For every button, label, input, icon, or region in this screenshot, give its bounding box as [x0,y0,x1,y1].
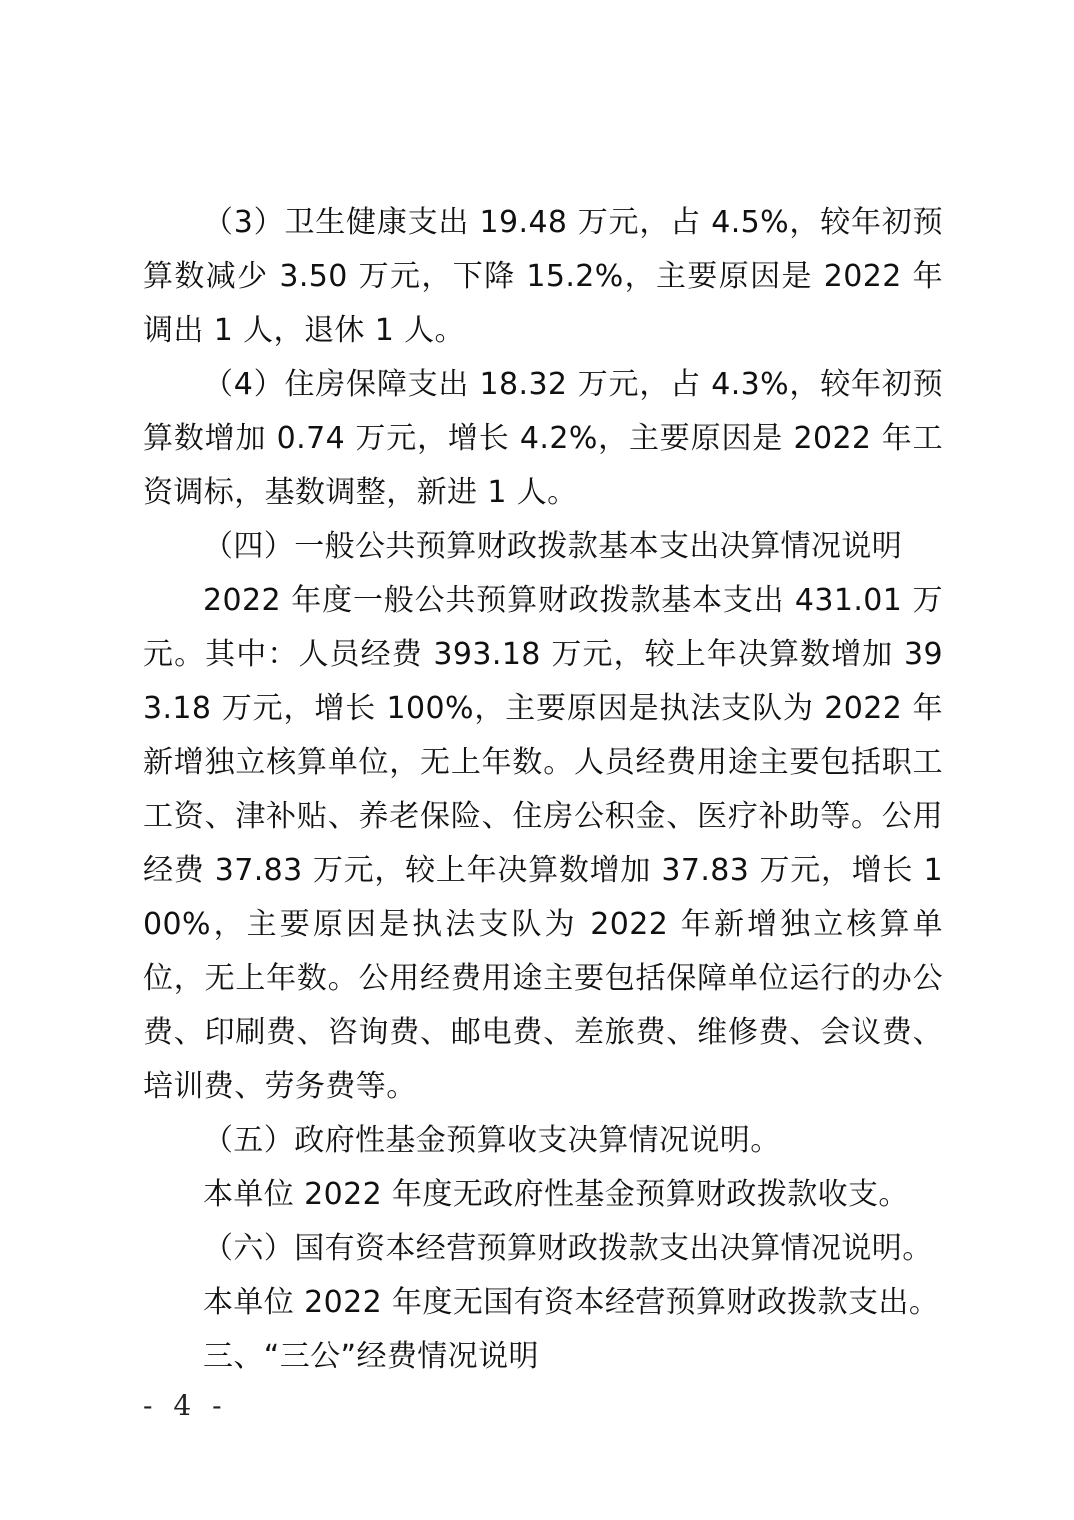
paragraph-housing-expense: （4）住房保障支出 18.32 万元，占 4.3%，较年初预算数增加 0.74 万元，增长 4.2%，主要原因是 2022 年工资调标，基数调整，新进 1 人。 [143,367,943,510]
paragraph-state-capital: 本单位 2022 年度无国有资本经营预算财政拨款支出。 [203,1285,940,1320]
section-heading-three-public: 三、“三公”经费情况说明 [203,1339,539,1374]
section-heading-gov-fund: （五）政府性基金预算收支决算情况说明。 [203,1123,781,1158]
page-number: - 4 - [143,1389,228,1422]
paragraph-basic-expense-detail: 2022 年度一般公共预算财政拨款基本支出 431.01 万元。其中：人员经费 393.18 万元，较上年决算数增加 393.18 万元，增长 100%，主要原因是执法支队为 2022 年新增独立核算单位，无上年数。人员经费用途主要包括职工工资、津补贴、养老保险、住房公积金、医疗补助等。公用经费 37.83 万元，较上年决算数增加 37.83 万元，增长 100%，主要原因是执法支队为 2022 年新增独立核算单位，无上年数。公用经费用途主要包括保障单位运行的办公费、印刷费、咨询费、邮电费、差旅费、维修费、会议费、培训费、劳务费等。 [143,583,943,1104]
section-heading-basic-expense: （四）一般公共预算财政拨款基本支出决算情况说明 [203,529,903,564]
section-heading-state-capital: （六）国有资本经营预算财政拨款支出决算情况说明。 [203,1231,933,1266]
paragraph-gov-fund: 本单位 2022 年度无政府性基金预算财政拨款收支。 [203,1177,909,1212]
paragraph-health-expense: （3）卫生健康支出 19.48 万元，占 4.5%，较年初预算数减少 3.50 万元，下降 15.2%，主要原因是 2022 年调出 1 人，退休 1 人。 [143,205,943,348]
document-body [143,196,943,1384]
